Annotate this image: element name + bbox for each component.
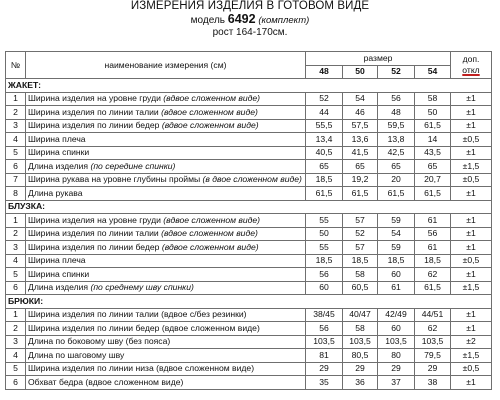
table-row [6,160,492,174]
row-number: 3 [6,335,26,349]
measurement-name: Ширина изделия по линии низа (вдвое сложенном виде) [28,363,255,374]
measurement-name: Ширина изделия по линии бедер [28,241,160,252]
measurement-name-cell [26,268,306,282]
measurement-name: Длина изделия [28,160,89,171]
measurement-note: (по середине спинки) [90,160,176,171]
model-prefix: модель [190,15,225,26]
measurement-value: 20,7 [415,173,451,187]
tolerance-label-2: откл [462,65,480,75]
measurement-name-cell [26,173,306,187]
measurement-value: 62 [415,322,451,336]
measurement-value: 57,5 [343,119,378,133]
measurement-value: 13,8 [378,133,415,147]
table-row [6,322,492,336]
measurement-value: 42/49 [378,308,415,322]
measurement-name: Длина изделия [28,282,89,293]
measurement-value: 103,5 [415,335,451,349]
measurement-value: 54 [378,227,415,241]
measurement-value: 40/47 [343,308,378,322]
measurement-value: 18,5 [306,254,343,268]
measurement-value: 62 [415,268,451,282]
measurement-value: 59 [378,214,415,228]
measurement-value: 35 [306,376,343,390]
tolerance-value: ±2 [451,335,492,349]
table-row [6,214,492,228]
measurement-name: Ширина плеча [28,133,86,144]
measurement-value: 103,5 [378,335,415,349]
measurement-value: 19,2 [343,173,378,187]
measurement-value: 65 [378,160,415,174]
measurement-value: 18,5 [306,173,343,187]
measurement-value: 57 [343,214,378,228]
row-number: 6 [6,281,26,295]
measurement-value: 61,5 [378,187,415,201]
table-row [6,349,492,363]
measurement-value: 41,5 [343,146,378,160]
measurement-value: 60,5 [343,281,378,295]
table-row [6,146,492,160]
measurement-name: Ширина плеча [28,255,86,266]
measurement-name: Длина по шаговому шву [28,349,125,360]
measurement-value: 80,5 [343,349,378,363]
size-header: 48 [306,65,343,79]
tolerance-value: ±1,5 [451,160,492,174]
table-row [6,119,492,133]
measurement-name: Ширина рукава на уровне глубины проймы [28,174,201,185]
measurement-value: 56 [415,227,451,241]
measurement-value: 44/51 [415,308,451,322]
measurement-value: 60 [378,322,415,336]
table-header-row [6,52,492,66]
row-number: 3 [6,119,26,133]
measurement-name: Ширина спинки [28,268,90,279]
measurement-name-cell [26,376,306,390]
measurement-name: Ширина изделия по линии талии [28,106,159,117]
measurement-value: 65 [343,160,378,174]
tolerance-value: ±0,5 [451,254,492,268]
row-number: 6 [6,160,26,174]
row-number: 5 [6,268,26,282]
measurement-value: 61,5 [306,187,343,201]
measurement-value: 18,5 [415,254,451,268]
measurement-value: 29 [415,362,451,376]
table-row [6,376,492,390]
tolerance-value: ±1 [451,227,492,241]
measurement-value: 81 [306,349,343,363]
section-header-row [6,200,492,214]
document-header [0,0,500,39]
measurement-name-cell [26,349,306,363]
measurement-name-cell [26,119,306,133]
measurement-note: (вдвое сложенном виде) [161,106,258,117]
tolerance-value: ±1 [451,106,492,120]
column-header-size: размер [306,52,451,66]
tolerance-value: ±1 [451,92,492,106]
measurement-name: Обхват бедра (вдвое сложенном виде) [28,376,184,387]
table-row [6,268,492,282]
measurement-value: 55 [306,241,343,255]
table-row [6,187,492,201]
measurement-note: (вдвое сложенном виде) [161,120,259,131]
measurement-value: 54 [343,92,378,106]
measurement-name-cell [26,254,306,268]
tolerance-value: ±1,5 [451,349,492,363]
row-number: 2 [6,106,26,120]
tolerance-value: ±1 [451,308,492,322]
table-row [6,254,492,268]
table-row [6,241,492,255]
measurement-name-cell [26,335,306,349]
column-header-name: наименование измерения (см) [26,52,306,79]
measurements-table [5,51,492,390]
measurement-value: 55 [306,214,343,228]
measurement-value: 55,5 [306,119,343,133]
size-header: 50 [343,65,378,79]
measurement-value: 58 [343,268,378,282]
measurement-value: 52 [306,92,343,106]
measurement-name-cell [26,227,306,241]
measurement-value: 103,5 [306,335,343,349]
column-header-number: № [6,52,26,79]
tolerance-value: ±1,5 [451,281,492,295]
measurement-name: Длина по боковому шву (без пояса) [28,336,171,347]
measurement-name-cell [26,241,306,255]
row-number: 4 [6,349,26,363]
measurement-value: 52 [343,227,378,241]
row-number: 5 [6,362,26,376]
measurement-value: 44 [306,106,343,120]
row-number: 7 [6,173,26,187]
tolerance-label-1: доп. [462,54,480,64]
row-number: 2 [6,322,26,336]
measurement-value: 58 [343,322,378,336]
section-title: ЖАКЕТ: [6,79,492,93]
tolerance-value: ±0,5 [451,133,492,147]
row-number: 6 [6,376,26,390]
row-number: 4 [6,133,26,147]
measurement-name-cell [26,146,306,160]
model-line [0,13,500,27]
measurement-value: 50 [415,106,451,120]
row-number: 5 [6,146,26,160]
measurement-value: 60 [378,268,415,282]
measurement-name-cell [26,160,306,174]
measurement-note: (вдвое сложенном виде) [161,228,258,239]
measurement-value: 14 [415,133,451,147]
table-row [6,227,492,241]
measurement-name: Ширина изделия на уровне груди [28,214,161,225]
measurement-value: 60 [306,281,343,295]
measurement-value: 61,5 [415,187,451,201]
measurement-value: 57 [343,241,378,255]
column-header-tolerance [451,52,492,79]
section-header-row [6,79,492,93]
measurement-note: (вдвое сложенном виде) [163,93,261,104]
height-range: рост 164-170см. [212,27,288,38]
measurement-value: 61 [415,241,451,255]
measurement-note: (в двое сложенном виде) [202,174,302,185]
section-title: БЛУЗКА: [6,200,492,214]
measurement-value: 103,5 [343,335,378,349]
measurement-name: Ширина изделия по линии бедер [28,120,160,131]
row-number: 1 [6,214,26,228]
measurement-name: Длина рукава [28,187,83,198]
table-row [6,173,492,187]
measurement-value: 56 [306,268,343,282]
measurement-value: 29 [378,362,415,376]
measurement-value: 37 [378,376,415,390]
measurement-value: 36 [343,376,378,390]
tolerance-value: ±1 [451,214,492,228]
measurement-note: (по среднему шву спинки) [90,282,194,293]
measurement-value: 56 [306,322,343,336]
measurement-value: 56 [378,92,415,106]
measurement-name-cell [26,308,306,322]
section-header-row [6,295,492,309]
tolerance-value: ±1 [451,376,492,390]
table-row [6,133,492,147]
size-header: 54 [415,65,451,79]
model-note: (комплект) [258,15,310,26]
section-title: БРЮКИ: [6,295,492,309]
row-number: 1 [6,92,26,106]
row-number: 3 [6,241,26,255]
measurement-name: Ширина изделия по линии талии [28,228,159,239]
measurement-value: 18,5 [378,254,415,268]
tolerance-value: ±1 [451,119,492,133]
measurement-name-cell [26,92,306,106]
measurement-value: 61,5 [415,281,451,295]
table-row [6,281,492,295]
measurement-name: Ширина изделия на уровне груди [28,93,161,104]
measurement-value: 48 [378,106,415,120]
measurement-value: 13,6 [343,133,378,147]
measurement-name-cell [26,187,306,201]
measurement-value: 61,5 [415,119,451,133]
size-header: 52 [378,65,415,79]
measurement-value: 79,5 [415,349,451,363]
measurement-value: 38/45 [306,308,343,322]
measurement-value: 80 [378,349,415,363]
measurement-value: 65 [415,160,451,174]
measurement-name-cell [26,214,306,228]
measurement-value: 29 [306,362,343,376]
measurement-note: (вдвое сложенном виде) [161,241,259,252]
measurement-value: 20 [378,173,415,187]
table-row [6,106,492,120]
measurement-name-cell [26,281,306,295]
table-row [6,335,492,349]
row-number: 4 [6,254,26,268]
measurement-value: 61,5 [343,187,378,201]
measurement-value: 13,4 [306,133,343,147]
measurement-value: 46 [343,106,378,120]
measurement-value: 18,5 [343,254,378,268]
measurement-value: 58 [415,92,451,106]
measurement-name-cell [26,106,306,120]
tolerance-value: ±0,5 [451,362,492,376]
measurement-name: Ширина изделия по линии бедер (вдвое сложенном виде) [28,322,260,333]
table-row [6,362,492,376]
measurement-value: 42,5 [378,146,415,160]
row-number: 1 [6,308,26,322]
tolerance-value: ±1 [451,241,492,255]
measurement-note: (вдвое сложенном виде) [163,214,261,225]
measurement-value: 59 [378,241,415,255]
row-number: 2 [6,227,26,241]
measurement-value: 65 [306,160,343,174]
measurement-value: 43,5 [415,146,451,160]
measurement-value: 29 [343,362,378,376]
tolerance-value: ±1 [451,146,492,160]
measurement-value: 50 [306,227,343,241]
model-number: 6492 [227,12,256,26]
measurement-value: 61 [378,281,415,295]
measurement-name: Ширина спинки [28,147,90,158]
measurement-name: Ширина изделия по линии талии (вдвое с/без резинки) [28,309,247,320]
measurement-value: 38 [415,376,451,390]
document-title: ИЗМЕРЕНИЯ ИЗДЕЛИЯ В ГОТОВОМ ВИДЕ [130,0,370,12]
table-row [6,308,492,322]
measurement-name-cell [26,133,306,147]
tolerance-value: ±0,5 [451,173,492,187]
tolerance-value: ±1 [451,322,492,336]
measurement-value: 40,5 [306,146,343,160]
tolerance-value: ±1 [451,268,492,282]
tolerance-value: ±1 [451,187,492,201]
row-number: 8 [6,187,26,201]
measurement-value: 59,5 [378,119,415,133]
measurement-value: 61 [415,214,451,228]
table-row [6,92,492,106]
measurement-name-cell [26,322,306,336]
measurement-name-cell [26,362,306,376]
